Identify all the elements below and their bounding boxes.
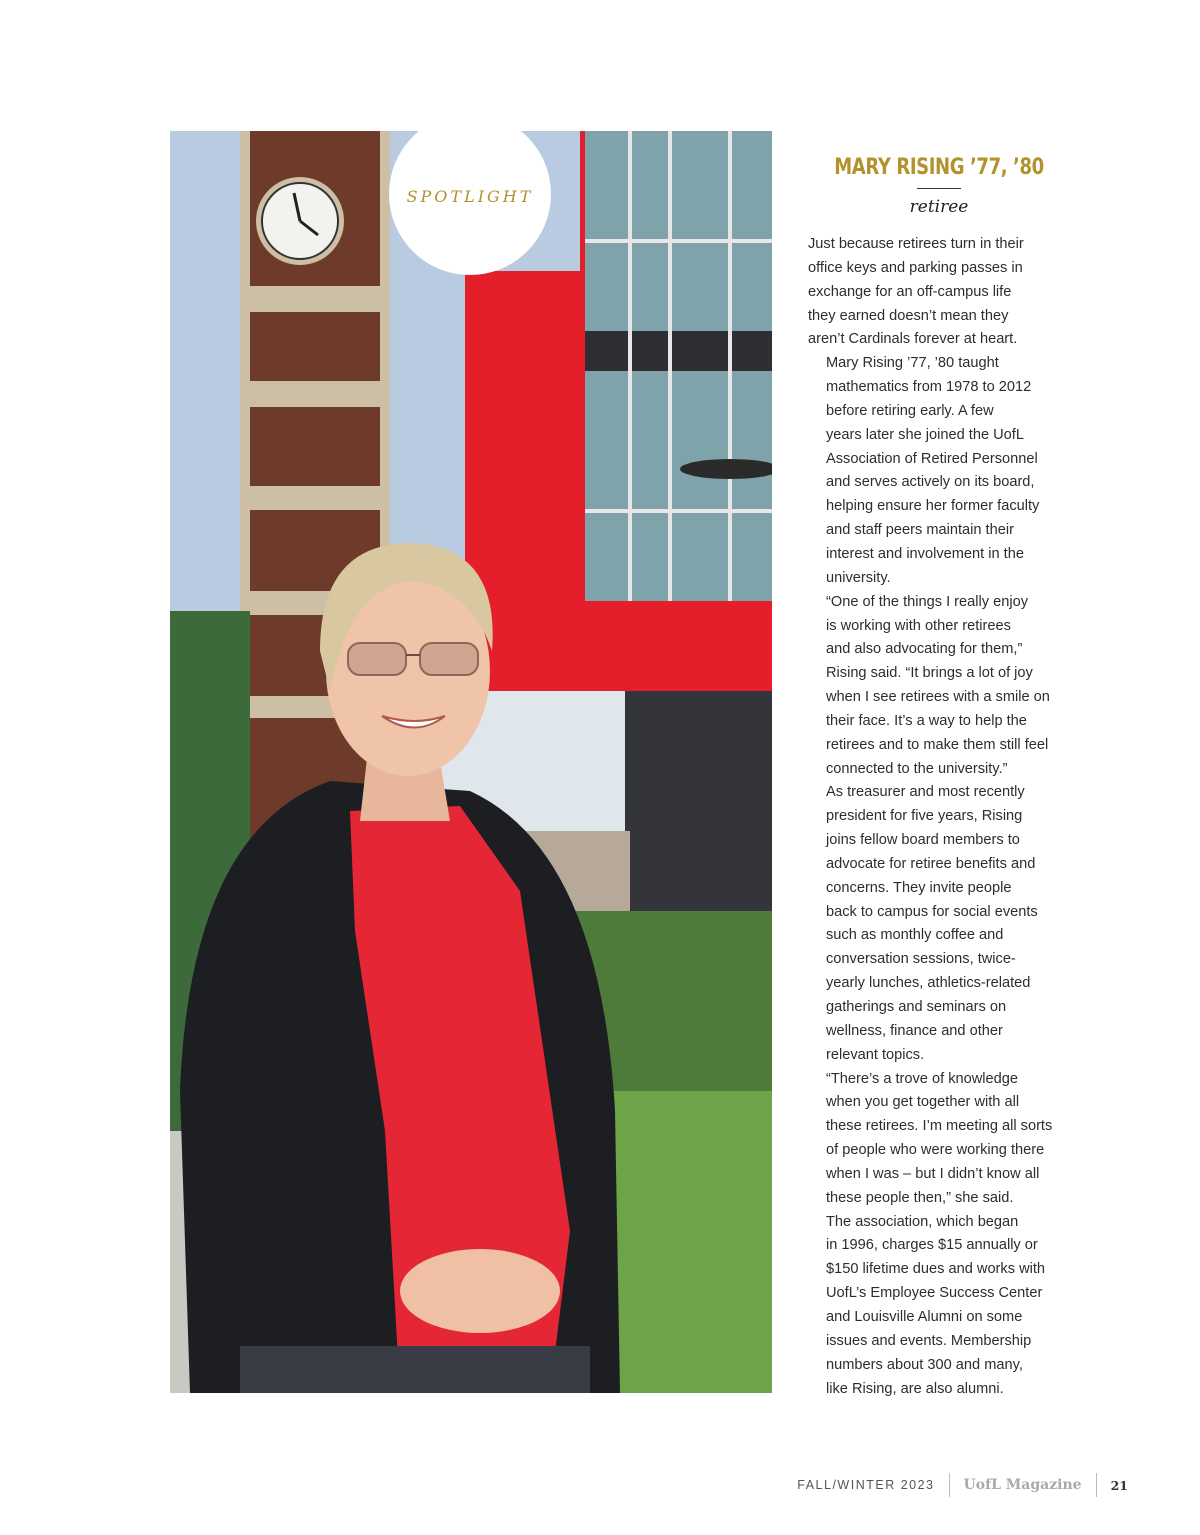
article-body	[808, 233, 1070, 1401]
paragraph-line: years later she joined the UofL	[826, 426, 1024, 443]
magazine-name: UofL Magazine	[963, 1477, 1082, 1493]
paragraph-line: $150 lifetime dues and works with	[826, 1261, 1046, 1278]
paragraph-line: when I was – but I didn’t know all	[826, 1165, 1040, 1182]
paragraph-line: Rising said. “It brings a lot of joy	[826, 665, 1033, 682]
article-paragraph	[808, 352, 1070, 590]
paragraph-line: and Louisville Alumni on some	[826, 1308, 1023, 1325]
headline-divider	[917, 188, 961, 189]
paragraph-line: their face. It’s a way to help the	[826, 712, 1027, 729]
article-paragraph	[808, 1211, 1070, 1402]
article	[808, 152, 1070, 1401]
paragraph-line: when you get together with all	[826, 1094, 1020, 1111]
issue-label: FALL/WINTER 2023	[797, 1478, 935, 1492]
paragraph-line: before retiring early. A few	[826, 402, 994, 419]
article-paragraph	[808, 781, 1070, 1067]
paragraph-line: numbers about 300 and many,	[826, 1356, 1023, 1373]
paragraph-line: these retirees. I’m meeting all sorts	[826, 1118, 1053, 1135]
paragraph-line: office keys and parking passes in	[808, 259, 1023, 276]
paragraph-line: such as monthly coffee and	[826, 927, 1004, 944]
paragraph-line: they earned doesn’t mean they	[808, 307, 1009, 324]
paragraph-line: of people who were working there	[826, 1142, 1045, 1159]
paragraph-line: The association, which began	[826, 1213, 1019, 1230]
photo-illustration	[170, 131, 772, 1393]
paragraph-line: and serves actively on its board,	[826, 474, 1035, 491]
paragraph-line: UofL’s Employee Success Center	[826, 1285, 1043, 1302]
paragraph-line: mathematics from 1978 to 2012	[826, 379, 1032, 396]
paragraph-line: when I see retirees with a smile on	[826, 689, 1050, 706]
paragraph-line: aren’t Cardinals forever at heart.	[808, 331, 1018, 348]
article-paragraph	[808, 233, 1070, 352]
paragraph-line: conversation sessions, twice-	[826, 951, 1016, 968]
spotlight-badge	[389, 131, 551, 275]
paragraph-line: back to campus for social events	[826, 903, 1038, 920]
footer-divider	[1096, 1473, 1097, 1497]
paragraph-line: Just because retirees turn in their	[808, 236, 1024, 252]
page-footer	[797, 1473, 1128, 1497]
paragraph-line: As treasurer and most recently	[826, 784, 1025, 801]
portrait-photo	[170, 131, 772, 1393]
paragraph-line: is working with other retirees	[826, 617, 1011, 634]
paragraph-line: like Rising, are also alumni.	[826, 1380, 1004, 1397]
paragraph-line: and staff peers maintain their	[826, 522, 1014, 539]
paragraph-line: these people then,” she said.	[826, 1189, 1014, 1206]
paragraph-line: exchange for an off-campus life	[808, 283, 1012, 300]
paragraph-line: “One of the things I really enjoy	[826, 593, 1028, 610]
article-paragraph	[808, 591, 1070, 782]
paragraph-line: relevant topics.	[826, 1046, 925, 1063]
paragraph-line: wellness, finance and other	[826, 1022, 1003, 1039]
paragraph-line: yearly lunches, athletics-related	[826, 975, 1031, 992]
paragraph-line: joins fellow board members to	[826, 832, 1020, 849]
paragraph-line: gatherings and seminars on	[826, 999, 1007, 1015]
paragraph-line: helping ensure her former faculty	[826, 498, 1040, 515]
paragraph-line: “There’s a trove of knowledge	[826, 1070, 1018, 1087]
paragraph-line: university.	[826, 569, 891, 586]
page-number: 21	[1110, 1477, 1128, 1493]
article-paragraph	[808, 1068, 1070, 1211]
paragraph-line: in 1996, charges $15 annually or	[826, 1237, 1038, 1254]
footer-divider	[949, 1473, 950, 1497]
article-subtitle: retiree	[909, 197, 969, 217]
paragraph-line: retirees and to make them still feel	[826, 736, 1049, 753]
article-headline: MARY RISING ’77, ’80	[834, 155, 1044, 180]
paragraph-line: interest and involvement in the	[826, 545, 1024, 562]
paragraph-line: issues and events. Membership	[826, 1332, 1032, 1349]
badge-label: SPOTLIGHT	[406, 187, 534, 206]
paragraph-line: Association of Retired Personnel	[826, 450, 1038, 467]
paragraph-line: Mary Rising ’77, ’80 taught	[826, 355, 999, 372]
paragraph-line: connected to the university.”	[826, 760, 1008, 777]
paragraph-line: president for five years, Rising	[826, 808, 1023, 825]
paragraph-line: advocate for retiree benefits and	[826, 855, 1036, 872]
paragraph-line: concerns. They invite people	[826, 879, 1012, 896]
paragraph-line: and also advocating for them,”	[826, 641, 1023, 658]
